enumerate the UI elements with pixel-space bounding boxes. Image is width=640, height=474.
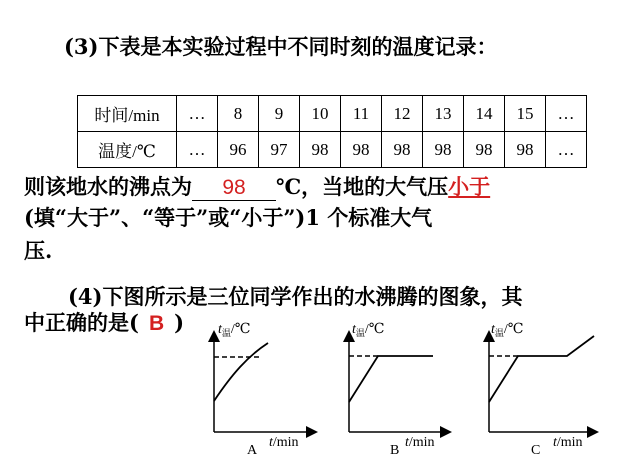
temperature-line <box>489 336 594 402</box>
fill-instruction: (填“大于”、“等于”或“小于”)1 个标准大气 <box>24 205 433 230</box>
y-axis-label: $t_温/℃$ <box>491 322 524 338</box>
time-cell: 9 <box>259 96 300 132</box>
temperature-cell: 98 <box>341 132 382 168</box>
graph-label-c: C <box>531 443 541 458</box>
temperature-cell: 98 <box>464 132 505 168</box>
q4-answer: B <box>148 312 165 335</box>
time-cell: 8 <box>218 96 259 132</box>
x-axis-label: t/min <box>405 435 435 450</box>
graph-c <box>489 322 594 458</box>
temperature-cell: 98 <box>300 132 341 168</box>
time-cell: 10 <box>300 96 341 132</box>
q3-prompt: (3)下表是本实验过程中不同时刻的温度记录： <box>64 34 498 59</box>
temperature-cell: … <box>177 132 218 168</box>
time-row-header: 时间/min <box>78 96 177 132</box>
x-axis-label: t/min <box>553 435 583 450</box>
temperature-line <box>349 356 433 402</box>
time-cell: 11 <box>341 96 382 132</box>
time-cell: 14 <box>464 96 505 132</box>
sentence-start: 则该地水的沸点为 <box>24 174 192 199</box>
temperature-cell: 98 <box>505 132 546 168</box>
q4-prompt: (4)下图所示是三位同学作出的水沸腾的图象，其 <box>68 284 523 309</box>
temperature-cell: 98 <box>382 132 423 168</box>
temperature-cell: 96 <box>218 132 259 168</box>
fill-instruction-end: 压. <box>24 238 53 263</box>
q4-prompt-close: ) <box>174 310 185 335</box>
time-cell: … <box>546 96 587 132</box>
time-cell: 13 <box>423 96 464 132</box>
x-axis-label: t/min <box>269 435 299 450</box>
graph-b <box>349 322 446 458</box>
q4-prompt-open: 中正确的是( <box>24 310 139 335</box>
graph-label-a: A <box>247 443 258 458</box>
temperature-cell: 97 <box>259 132 300 168</box>
time-cell: 15 <box>505 96 546 132</box>
graph-a <box>214 322 312 458</box>
temperature-cell: 98 <box>423 132 464 168</box>
time-cell: 12 <box>382 96 423 132</box>
pressure-answer: 小于 <box>448 174 491 199</box>
time-cell: … <box>177 96 218 132</box>
temperature-cell: … <box>546 132 587 168</box>
temperature-curve <box>214 343 268 401</box>
graph-label-b: B <box>390 443 400 458</box>
boiling-point-answer: 98 <box>192 176 276 201</box>
temperature-row-header: 温度/℃ <box>78 132 177 168</box>
y-axis-label: $t_温/℃$ <box>218 322 251 338</box>
sentence-middle: ℃，当地的大气压 <box>276 174 449 199</box>
y-axis-label: $t_温/℃$ <box>352 322 385 338</box>
